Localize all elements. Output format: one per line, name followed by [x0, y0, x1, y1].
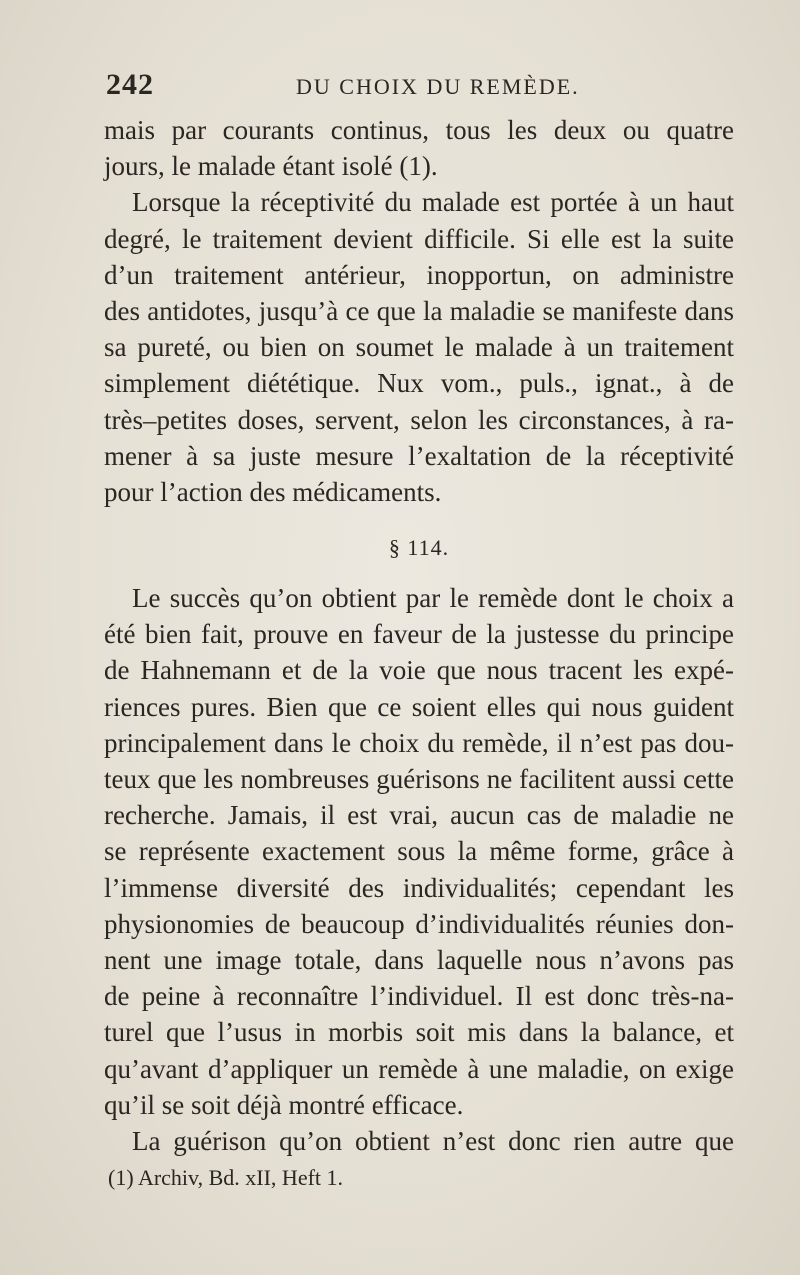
text-line: nent une image totale, dans laquelle nous n’avons pas	[104, 944, 734, 975]
text-line: des antidotes, jusqu’à ce que la maladie se manifeste dans	[104, 295, 734, 326]
text-line: pour l’action des médicaments.	[104, 476, 442, 507]
text-line: teux que les nombreuses guérisons ne facilitent aussi cette	[104, 764, 734, 794]
page-number: 242	[106, 68, 154, 101]
text-line: Le succès qu’on obtient par le remède dont le choix a	[132, 583, 734, 614]
text-line: turel que l’usus in morbis soit mis dans la balance, et	[104, 1017, 734, 1048]
text-line: de peine à reconnaître l’individuel. Il est donc très-na-	[104, 981, 734, 1012]
text-line: physionomies de beaucoup d’individualités réunies don-	[104, 908, 734, 939]
text-line: été bien fait, prouve en faveur de la justesse du principe	[104, 619, 734, 650]
text-line: qu’avant d’appliquer un remède à une maladie, on exige	[104, 1053, 734, 1084]
text-line: mais par courants continus, tous les deux ou quatre	[104, 115, 734, 145]
running-title: DU CHOIX DU REMÈDE.	[296, 74, 580, 99]
text-line: simplement diététique. Nux vom., puls., ignat., à de	[104, 368, 734, 399]
paragraph-1	[104, 112, 734, 184]
text-line: La guérison qu’on obtient n’est donc rien autre que	[132, 1125, 734, 1156]
text-line: sa pureté, ou bien on soumet le malade à un traitement	[104, 332, 734, 363]
text-line: principalement dans le choix du remède, il n’est pas dou-	[104, 727, 734, 758]
text-line: très–petites doses, servent, selon les circonstances, à ra-	[104, 404, 734, 435]
text-line: d’un traitement antérieur, inopportun, on administre	[104, 259, 734, 290]
text-line: recherche. Jamais, il est vrai, aucun cas de maladie ne	[104, 800, 734, 831]
text-line: riences pures. Bien que ce soient elles qui nous guident	[104, 691, 734, 722]
text-line: se représente exactement sous la même forme, grâce à	[104, 836, 734, 867]
text-line: Lorsque la réceptivité du malade est portée à un haut	[132, 187, 734, 218]
text-line: mener à sa juste mesure l’exaltation de la réceptivité	[104, 440, 734, 471]
text-line: qu’il se soit déjà montré efficace.	[104, 1089, 464, 1120]
text-line: jours, le malade étant isolé (1).	[104, 151, 438, 182]
text-line: degré, le traitement devient difficile. Si elle est la suite	[104, 223, 734, 254]
paragraph-2	[104, 184, 734, 510]
text-line: de Hahnemann et de la voie que nous tracent les expé-	[104, 655, 734, 686]
text-line: l’immense diversité des individualités; cependant les	[104, 872, 734, 903]
paragraph-4	[104, 1123, 734, 1159]
page-header	[106, 68, 736, 108]
footnote: (1) Archiv, Bd. xII, Heft 1.	[108, 1165, 344, 1190]
body-text	[104, 112, 734, 1159]
section-heading: § 114.	[388, 535, 450, 561]
paragraph-3	[104, 580, 734, 1123]
